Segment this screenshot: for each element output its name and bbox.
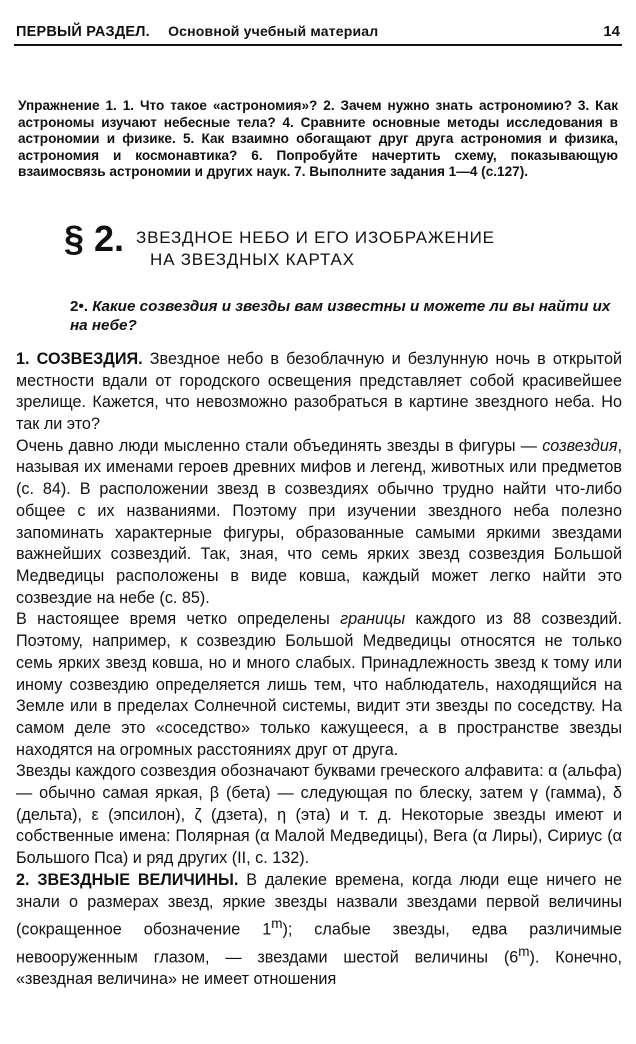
paragraph-5-c: ). Конечно, «звездная величина» не имеет отношения bbox=[16, 948, 622, 989]
paragraph-5 bbox=[16, 870, 622, 991]
paragraph-2-em: созвездия bbox=[542, 436, 618, 455]
paragraph-3-a: В настоящее время четко определены bbox=[16, 610, 341, 629]
paragraph-1 bbox=[16, 349, 622, 436]
question-number: 2•. bbox=[70, 297, 88, 315]
section-number: § 2. bbox=[64, 217, 125, 259]
body-text bbox=[14, 349, 622, 991]
paragraph-4: Звезды каждого созвездия обозначают буквами греческого алфавита: α (альфа) — обычно самая яркая, β (бета) — следующая по блеску, затем γ (гамма), δ (дельта), ε (эпсилон), ζ (дзета), η (эта) и т. д. Некоторые звезды имеют и собственные имена: Полярная (α Малой Медведицы), Вега (α Лиры), Сириус (α Большого Пса) и ряд других (II, с. 132). bbox=[16, 762, 622, 868]
header-left bbox=[16, 23, 378, 40]
paragraph-1-heading: 1. СОЗВЕЗДИЯ. bbox=[16, 349, 143, 368]
paragraph-3 bbox=[16, 609, 622, 761]
section-title-line1: ЗВЕЗДНОЕ НЕБО И ЕГО ИЗОБРАЖЕНИЕ bbox=[136, 227, 495, 247]
section-heading bbox=[14, 217, 622, 271]
header-subtitle: Основной учебный материал bbox=[168, 23, 379, 39]
running-header bbox=[14, 14, 622, 46]
section-title bbox=[136, 227, 495, 271]
paragraph-1-text: Звездное небо в безоблачную и безлунную ночь в открытой местности вдали от городского освещения представляет собой красивейшее зрелище. Кажется, что невозможно разобраться в картине звездного неба. Но так ли это? bbox=[16, 349, 622, 434]
paragraph-3-b: каждого из 88 созвездий. Поэтому, например, к созвездию Большой Медведицы относятся не только семь ярких звезд ковша, но и много слабых. Принадлежность звезд к тому или иному созвездию определяется лишь тем, что наблюдатель, находящийся на Земле или в пределах Солнечной системы, видит эти звезды по соседству. На самом деле это «соседство» только кажущееся, а в пространстве звезды находятся на огромных расстояниях друг от друга. bbox=[16, 610, 622, 759]
question-text: Какие созвездия и звезды вам известны и можете ли вы найти их на небе? bbox=[70, 297, 611, 334]
paragraph-5-heading: 2. ЗВЕЗДНЫЕ ВЕЛИЧИНЫ. bbox=[16, 870, 239, 889]
paragraph-5-a: В далекие времена, когда люди еще ничего не знали о размерах звезд, яркие звезды назвали звездами первой величины (сокращенное обозначение 1 bbox=[16, 870, 623, 939]
header-section: ПЕРВЫЙ РАЗДЕЛ. bbox=[16, 24, 150, 40]
page-number: 14 bbox=[603, 23, 620, 40]
exercise-text: 1. Что такое «астрономия»? 2. Зачем нужно знать астрономию? 3. Как астрономы изучают небесные тела? 4. Сравните основные методы исследования в астрономии и физике. 5. Как взаимно обогащают друг друга астрономия и физика, астрономия и космонавтика? 6. Попробуйте начертить схему, показывающую взаимосвязь астрономии и других наук. 7. Выполните задания 1—4 (с.127). bbox=[18, 98, 618, 180]
section-title-line2: НА ЗВЕЗДНЫХ КАРТАХ bbox=[150, 249, 355, 269]
paragraph-2-a: Очень давно люди мысленно стали объединять звезды в фигуры — bbox=[16, 436, 543, 455]
paragraph-5-sup2: m bbox=[518, 944, 530, 960]
paragraph-2-b: , называя их именами героев древних мифов и легенд, животных или предметов (с. 84). В расположении звезд в созвездиях обычно трудно найти что-либо общее с их названиями. Поэтому при изучении звездного неба полезно запоминать характерные фигуры, образованные самыми яркими звездами важнейших созвездий. Так, зная, что семь ярких звезд созвездия Большой Медведицы расположены в виде ковша, каждый может легко найти это созвездие на небе (с. 85). bbox=[16, 436, 622, 607]
question-block bbox=[70, 297, 622, 335]
paragraph-2 bbox=[16, 436, 622, 610]
paragraph-5-sup1: m bbox=[271, 916, 283, 932]
paragraph-3-em: границы bbox=[340, 610, 406, 629]
paragraph-5-b: ); слабые звезды, едва различимые невооруженным глазом, — звездами шестой величины (6 bbox=[16, 920, 622, 967]
exercise-label: Упражнение 1. bbox=[18, 98, 117, 113]
exercise-block bbox=[14, 98, 622, 181]
